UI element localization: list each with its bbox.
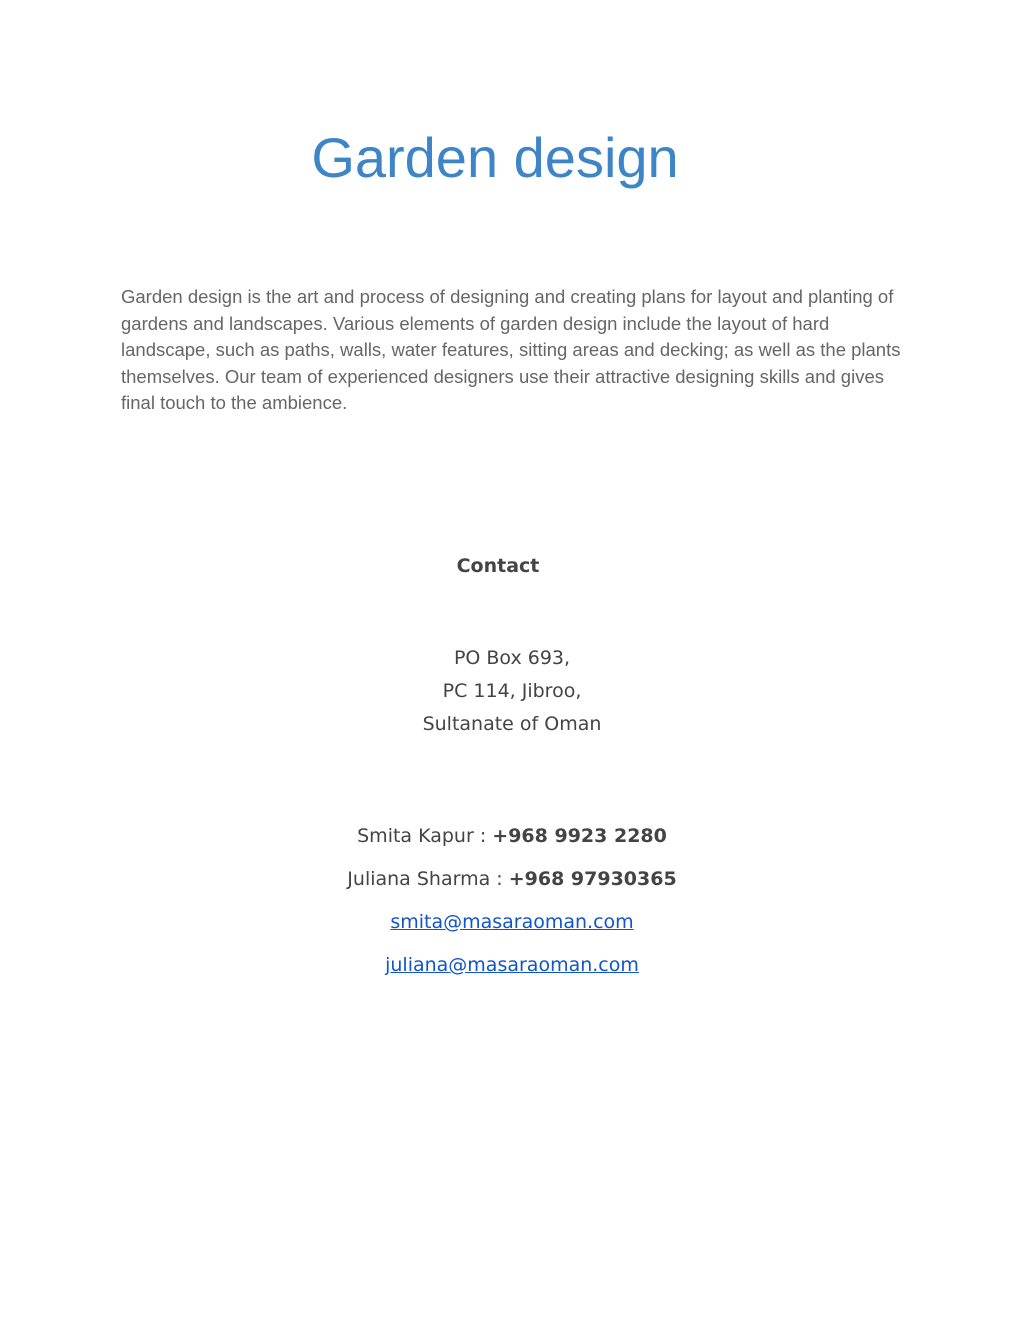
address-block: [0, 642, 1024, 741]
email-row-juliana: [0, 944, 1024, 987]
email-link-smita[interactable]: smita@masaraoman.com: [390, 911, 634, 933]
contact-phone: +968 97930365: [508, 868, 677, 890]
contact-row-smita: [0, 815, 1024, 858]
contact-name: Juliana Sharma: [347, 868, 491, 890]
contact-phone: +968 9923 2280: [492, 825, 667, 847]
contact-row-juliana: [0, 858, 1024, 901]
contact-name: Smita Kapur: [357, 825, 474, 847]
page-title: Garden design: [311, 126, 679, 189]
contact-separator: :: [490, 868, 509, 890]
address-line-1: PO Box 693,: [453, 647, 571, 669]
address-line-3: Sultanate of Oman: [422, 713, 602, 735]
intro-paragraph: Garden design is the art and process of designing and creating plans for layout and planting of gardens and landscapes. Various elements of garden design include the layout of hard landscape, such as paths, walls, water features, sitting areas and decking; as well as the plants themselves. Our team of experienced designers use their attractive designing skills and gives final touch to the ambience.: [121, 286, 901, 414]
contact-details: [0, 815, 1024, 987]
contact-heading: Contact: [456, 555, 540, 577]
address-line-2: PC 114, Jibroo,: [442, 680, 582, 702]
email-link-juliana[interactable]: juliana@masaraoman.com: [385, 954, 639, 976]
contact-separator: :: [473, 825, 493, 847]
email-row-smita: [0, 901, 1024, 944]
